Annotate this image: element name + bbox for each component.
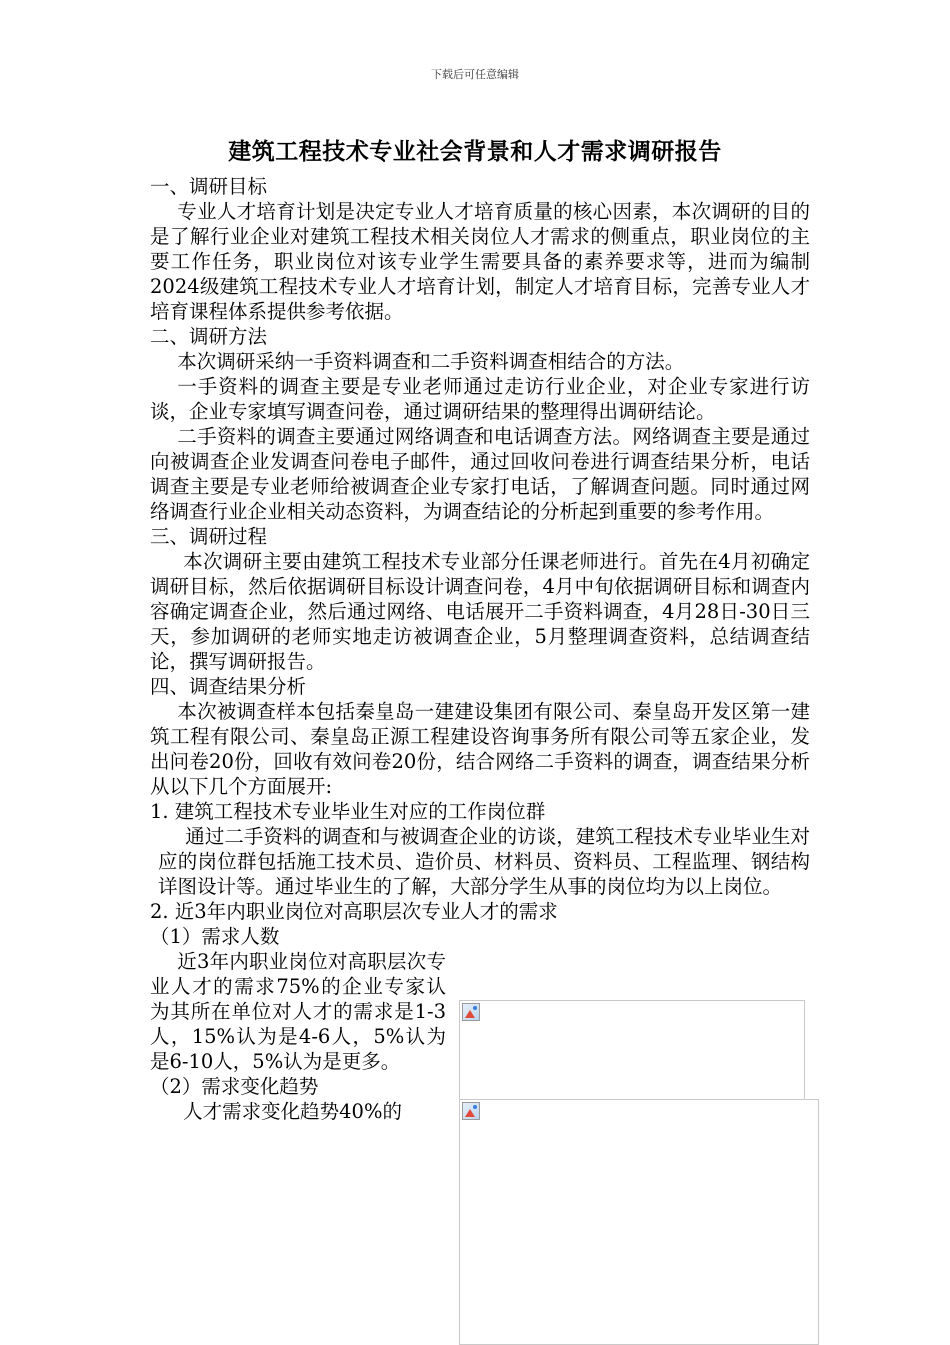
paragraph: 本次被调查样本包括秦皇岛一建建设集团有限公司、秦皇岛开发区第一建筑工程有限公司、秦皇岛正源工程建设咨询事务所有限公司等五家企业，发出问卷20份，回收有效问卷20份，结合网络二手资料的调查，调查结果分析从以下几个方面展开: [150,700,810,798]
image-placeholder [459,1099,819,1345]
paragraph: 人才需求变化趋势40%的 [183,1100,402,1123]
subsection-heading-job-groups: 1. 建筑工程技术专业毕业生对应的工作岗位群 [150,800,546,823]
paragraph: 一手资料的调查主要是专业老师通过走访行业企业，对企业专家进行访谈，企业专家填写调查问卷，通过调研结果的整理得出调研结论。 [150,375,810,423]
paragraph: 通过二手资料的调查和与被调查企业的访谈，建筑工程技术专业毕业生对应的岗位群包括施工技术员、造价员、材料员、资料员、工程监理、钢结构详图设计等。通过毕业生的了解，大部分学生从事的岗位均为以上岗位。 [158,825,810,898]
broken-image-icon [462,1102,480,1120]
paragraph: 二手资料的调查主要通过网络调查和电话调查方法。网络调查主要是通过向被调查企业发调查问卷电子邮件，通过回收问卷进行调查结果分析，电话调查主要是专业老师给被调查企业专家打电话，了解调查问题。同时通过网络调查行业企业相关动态资料，为调查结论的分析起到重要的参考作用。 [150,425,810,523]
paragraph: 本次调研采纳一手资料调查和二手资料调查相结合的方法。 [177,350,685,373]
document-title: 建筑工程技术专业社会背景和人才需求调研报告 [228,138,722,165]
header-note: 下载后可任意编辑 [431,68,519,81]
narrow-column [150,924,446,1124]
paragraph: 本次调研主要由建筑工程技术专业部分任课老师进行。首先在4月初确定调研目标，然后依据调研目标设计调查问卷，4月中旬依据调研目标和调查内容确定调查企业，然后通过网络、电话展开二手资料调查，4月28日-30日三天，参加调研的老师实地走访被调查企业，5月整理调查资料，总结调查结论，撰写调研报告。 [150,550,810,673]
broken-image-icon [462,1003,480,1021]
section-heading-methods: 二、调研方法 [150,325,268,348]
paragraph: 专业人才培育计划是决定专业人才培育质量的核心因素，本次调研的目的是了解行业企业对建筑工程技术相关岗位人才需求的侧重点，职业岗位的主要工作任务，职业岗位对该专业学生需要具备的素养要求等，进而为编制2024级建筑工程技术专业人才培育计划，制定人才培育目标，完善专业人才培育课程体系提供参考依据。 [150,200,810,323]
section-heading-objectives: 一、调研目标 [150,175,268,198]
section-heading-analysis: 四、调查结果分析 [150,675,307,698]
section-heading-process: 三、调研过程 [150,525,268,548]
subsubsection-heading-demand-count: （1）需求人数 [150,925,280,948]
subsection-heading-talent-demand: 2. 近3年内职业岗位对高职层次专业人才的需求 [150,900,558,923]
document-body [150,174,810,1124]
subsubsection-heading-demand-trend: （2）需求变化趋势 [150,1075,319,1098]
paragraph: 近3年内职业岗位对高职层次专业人才的需求75%的企业专家认为其所在单位对人才的需求是1-3人，15%认为是4-6人，5%认为是6-10人，5%认为是更多。 [150,950,446,1073]
